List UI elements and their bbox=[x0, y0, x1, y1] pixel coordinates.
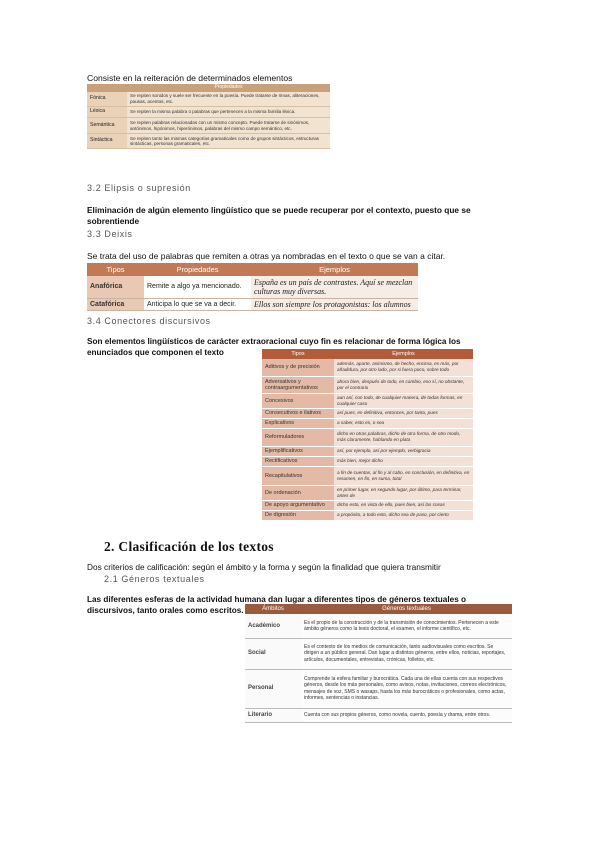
section-heading: 3.3 Deixis bbox=[87, 229, 133, 239]
body-text: enunciados que componen el texto bbox=[87, 348, 224, 357]
table-cell: Rectificativos bbox=[262, 456, 334, 466]
section-heading: 3.2 Elipsis o supresión bbox=[87, 183, 191, 193]
table-cell: Semántica bbox=[87, 118, 127, 134]
table-cell: Ejemplificativos bbox=[262, 446, 334, 456]
table-cell: Catafórica bbox=[87, 298, 144, 310]
table-cell: Literario bbox=[245, 708, 301, 722]
table-cell: así pues, en definitiva, entonces, por tanto, pues bbox=[334, 408, 473, 418]
table-cell: Comprende la esfera familiar y burocrática. Cada una de ellas cuenta con sus respectivos géneros, desde los más personales, como avisos, notas, invitaciones, correos electrónicos, mensajes de voz, SMS o wasaps, hasta los más burocráticos o profesionales, como actas, informes, sentencias o instancias. bbox=[301, 669, 512, 708]
table-cell: Personal bbox=[245, 669, 301, 708]
table-cell: Académico bbox=[245, 614, 301, 638]
table-cell: España es un país de contrastes. Aquí se mezclan culturas muy diversas. bbox=[251, 276, 418, 298]
table-cell: Recapitulativos bbox=[262, 466, 334, 485]
section-heading: 2.1 Géneros textuales bbox=[104, 574, 205, 584]
table-cell: en primer lugar, en segundo lugar, por último, para terminar, antes de bbox=[334, 485, 473, 500]
table-header: Tipos bbox=[87, 263, 144, 276]
body-text: Eliminación de algún elemento lingüístico que se puede recuperar por el contexto, puesto que se bbox=[87, 205, 471, 215]
table-cell: a propósito, a todo esto, dicho sea de paso, por cierto bbox=[334, 510, 473, 520]
table-cell: a saber, esto es, o sea bbox=[334, 418, 473, 428]
table-cell: Aditivos y de precisión bbox=[262, 359, 334, 376]
table-header: Ejemplos bbox=[251, 263, 418, 276]
table-cell: Cuenta con sus propios géneros, como novela, cuento, poesía y drama, entre otros. bbox=[301, 708, 512, 722]
table-cell: Concesivos bbox=[262, 393, 334, 408]
table-cell: así, por ejemplo, así por ejemplo, verbigracia bbox=[334, 446, 473, 456]
body-text: sobrentiende bbox=[87, 216, 140, 226]
table-cell: Se repiten tanto las mismas categorías gramaticales como de grupos sintácticos, estructuras sintácticas, personas gramaticales, etc. bbox=[127, 134, 330, 149]
table-cell: Se repiten palabras relacionadas con un mismo concepto. Puede tratarse de sinónimos, antónimos, hipónimos, hiperónimos, palabras del mismo campo semántico, etc. bbox=[127, 118, 330, 134]
table-cell: Reformuladores bbox=[262, 428, 334, 446]
table-header: Propiedades bbox=[144, 263, 251, 276]
table-cell: aun así, con todo, de cualquier manera, de todas formas, en cualquier caso bbox=[334, 393, 473, 408]
table-header: Tipos bbox=[262, 349, 334, 359]
table-cell: Es el propio de la construcción y de la transmisión de conocimientos. Pertenecen a este ámbito géneros como la tesis doctoral, el examen, el informe científico, etc. bbox=[301, 614, 512, 638]
genres-table bbox=[245, 604, 512, 723]
table-cell: a fin de cuentas, al fin y al cabo, en conclusión, en definitiva, en resumen, en fin, en suma, total bbox=[334, 466, 473, 485]
body-text: Las diferentes esferas de la actividad humana dan lugar a diferentes tipos de géneros textuales o bbox=[87, 595, 467, 604]
table-header: Propiedades bbox=[127, 84, 330, 92]
table-cell: Social bbox=[245, 638, 301, 669]
table-cell: Léxica bbox=[87, 107, 127, 118]
table-cell: Se repiten la misma palabra o palabras que pertenecen a la misma familia léxica. bbox=[127, 107, 330, 118]
table-cell: De ordenación bbox=[262, 485, 334, 500]
table-cell: Consecutivos e ilativos bbox=[262, 408, 334, 418]
table-cell: ahora bien, después de todo, en cambio, eso sí, no obstante, por el contrario bbox=[334, 376, 473, 393]
table-cell: Sintáctica bbox=[87, 134, 127, 149]
table-header: Géneros textuales bbox=[301, 604, 512, 614]
table-cell: Ellos son siempre los protagonistas: los alumnos bbox=[251, 298, 418, 310]
repetition-intro: Consiste en la reiteración de determinados elementos bbox=[87, 73, 293, 83]
table-cell: Es el contexto de los medios de comunicación, tanto audiovisuales como escritos. Se dirigen a un público general. Dan lugar a distintos géneros, entre ellos, noticias, reportajes, artículos, documentales, entrevistas, crónicas, folletos, etc. bbox=[301, 638, 512, 669]
table-cell: dicho esto, en vista de ello, pues bien, así las cosas bbox=[334, 500, 473, 510]
table-cell: De digresión bbox=[262, 510, 334, 520]
deixis-table bbox=[87, 263, 418, 311]
table-cell: Anafórica bbox=[87, 276, 144, 298]
table-cell: Se repiten sonidos y suele ser frecuente en la poesía. Puede tratarse de rimas, aliteraciones, pausas, acentos, etc. bbox=[127, 92, 330, 107]
body-text: Son elementos lingüísticos de carácter extraoracional cuyo fin es relacionar de forma lógica los bbox=[87, 337, 461, 346]
table-cell: además, aparte, asimismo, de hecho, encima, es más, por añadidura, por otro lado, por si fuera poco, sobre todo bbox=[334, 359, 473, 376]
table-cell: dicho en otras palabras, dicho de otra forma, de otro modo, más claramente, hablando en plata bbox=[334, 428, 473, 446]
table-header: Ámbitos bbox=[245, 604, 301, 614]
table-header bbox=[87, 84, 127, 92]
body-text: discursivos, tanto orales como escritos. bbox=[87, 606, 244, 615]
table-cell: más bien, mejor dicho bbox=[334, 456, 473, 466]
table-cell: Remite a algo ya mencionado. bbox=[144, 276, 251, 298]
chapter-title: 2. Clasificación de los textos bbox=[104, 539, 274, 554]
table-header: Ejemplos bbox=[334, 349, 473, 359]
table-cell: Anticipa lo que se va a decir. bbox=[144, 298, 251, 310]
connectors-table bbox=[262, 349, 473, 521]
body-text: Se trata del uso de palabras que remiten a otras ya nombradas en el texto o que se van a citar. bbox=[87, 251, 446, 261]
repetition-table bbox=[87, 84, 330, 149]
table-cell: Explicativos bbox=[262, 418, 334, 428]
table-cell: Fónica bbox=[87, 92, 127, 107]
body-text: Dos criterios de calificación: según el ámbito y la forma y según la finalidad que quiera transmitir bbox=[87, 562, 441, 572]
section-heading: 3.4 Conectores discursivos bbox=[87, 316, 211, 326]
table-cell: De apoyo argumentativo bbox=[262, 500, 334, 510]
table-cell: Adversativos y contraargumentativos bbox=[262, 376, 334, 393]
